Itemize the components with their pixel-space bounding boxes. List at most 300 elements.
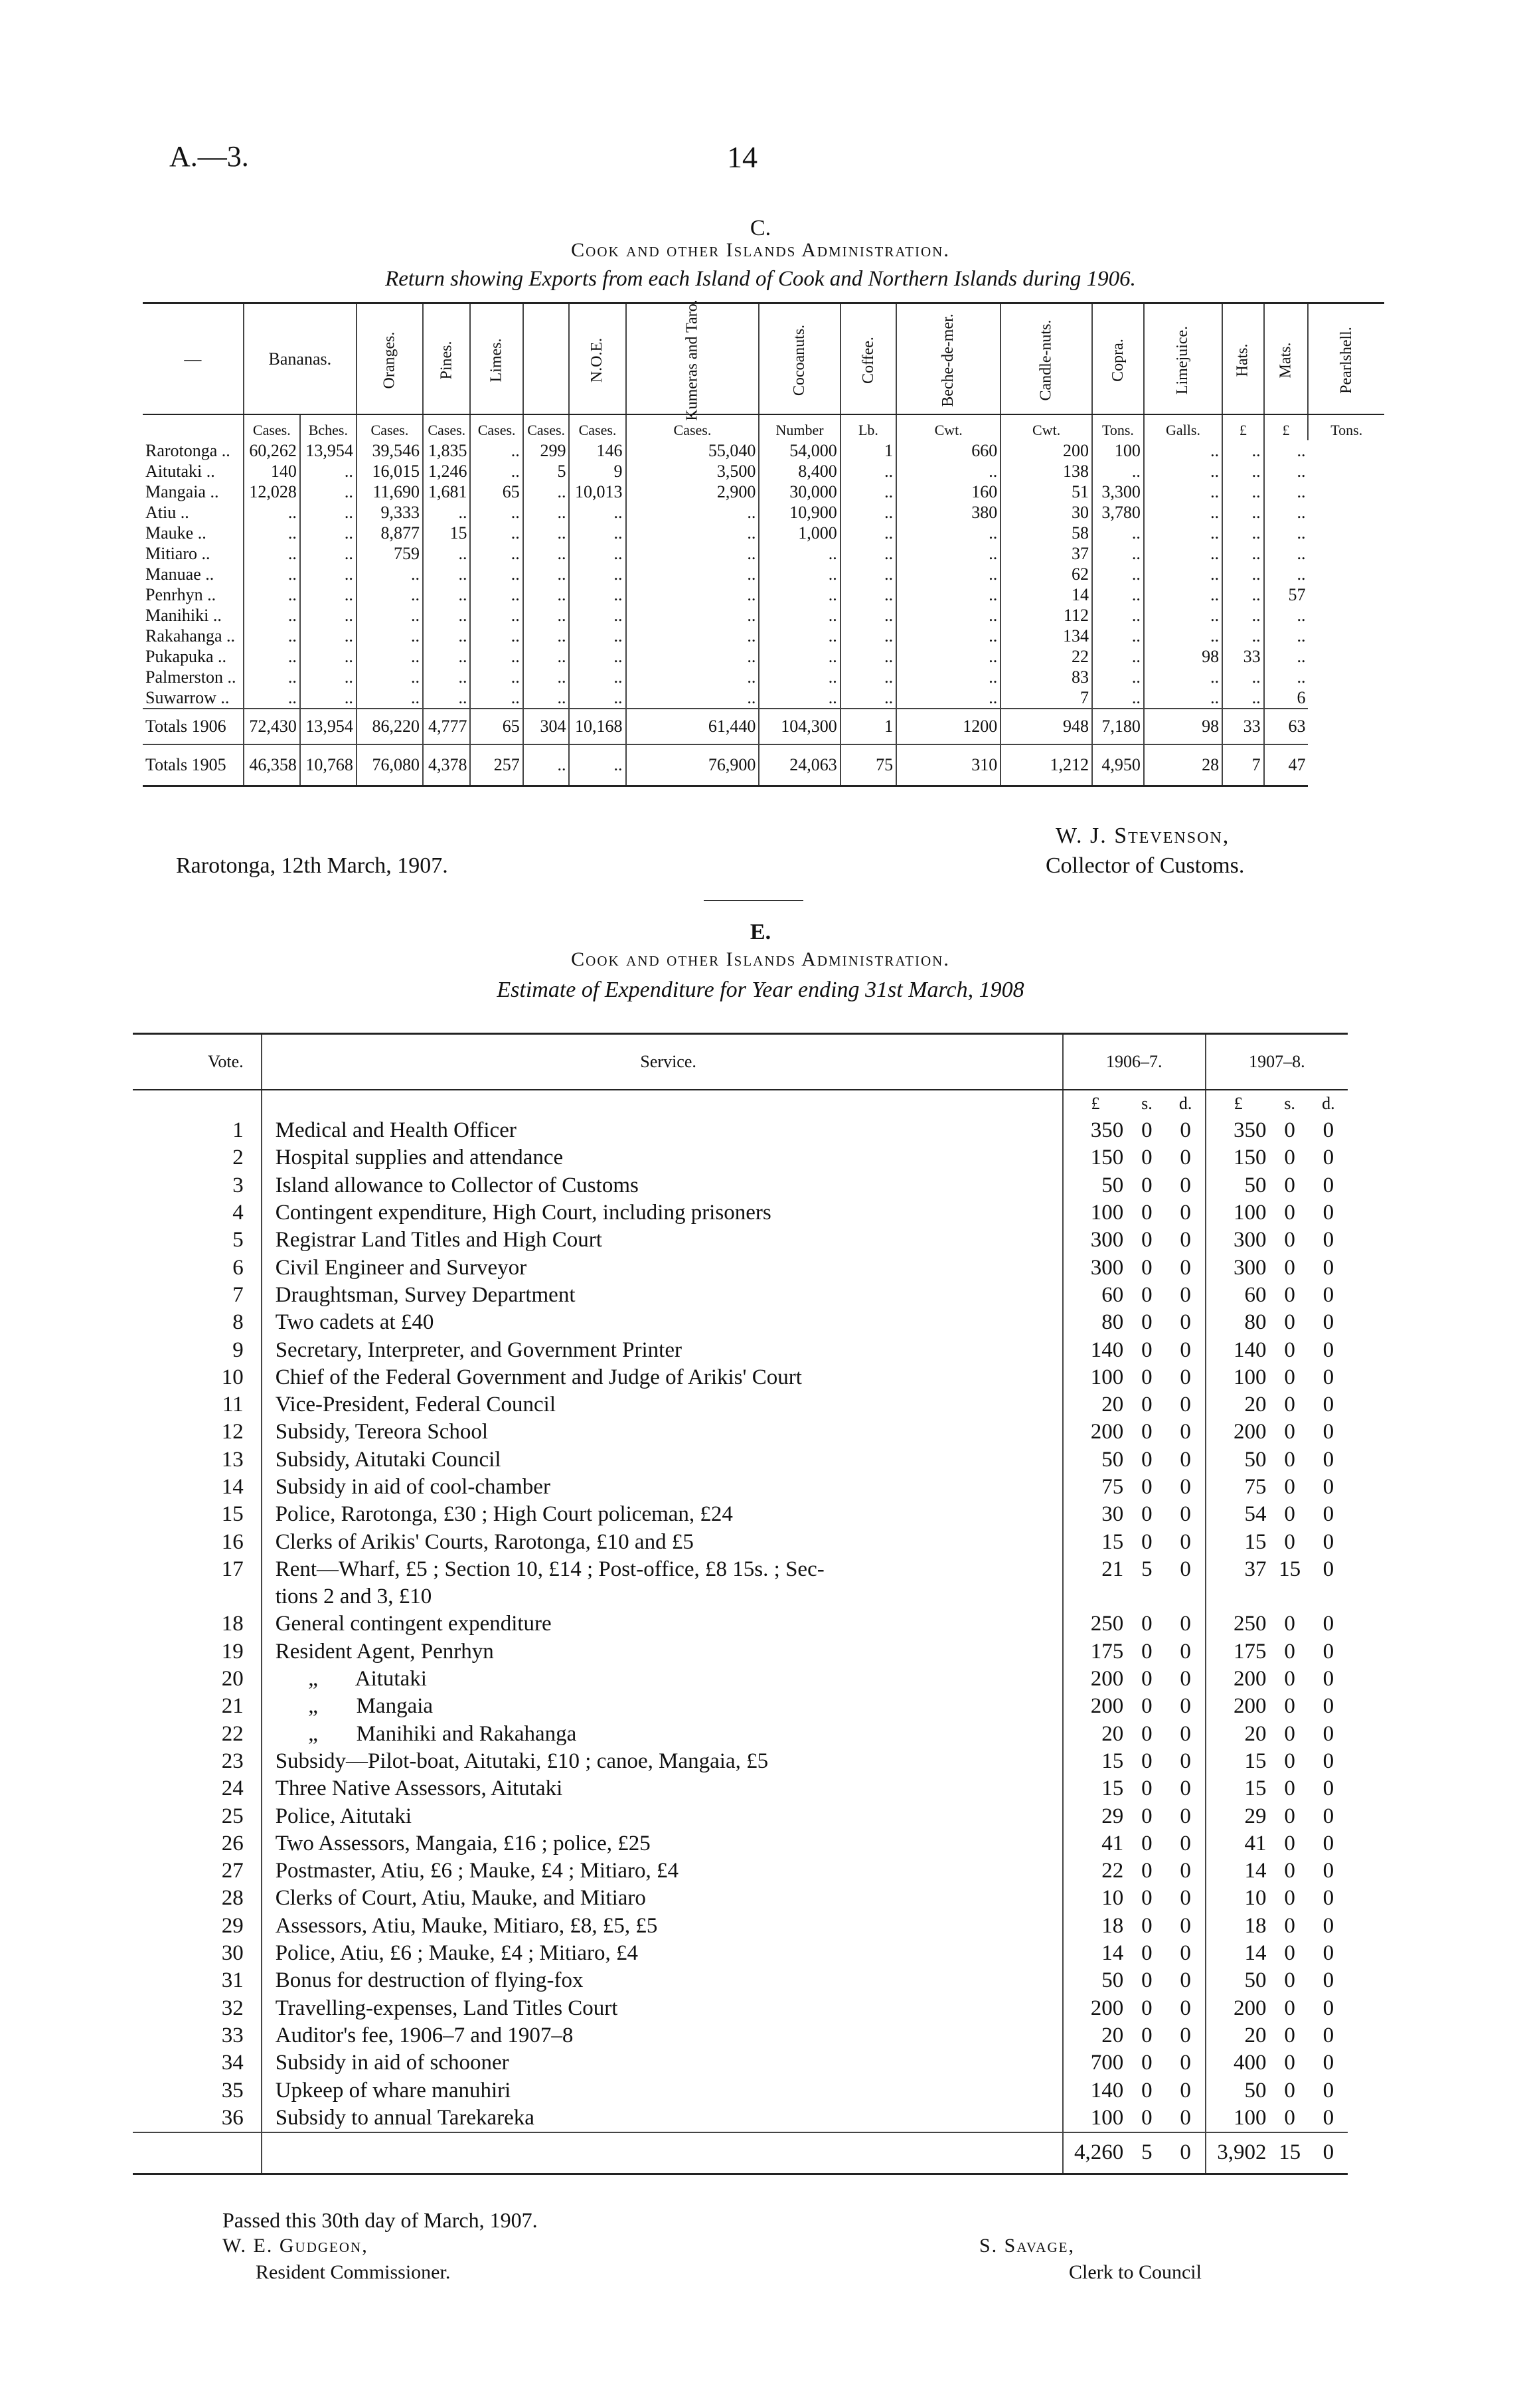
exports-row xyxy=(143,564,1384,584)
total-amount: 0 xyxy=(1309,2132,1348,2174)
export-value: 60,262 xyxy=(244,440,300,461)
amount-cell: 50 xyxy=(1244,1447,1267,1472)
amount-cell: 0 xyxy=(1166,1474,1206,1501)
amount-cell: 0 xyxy=(1322,1201,1334,1225)
amount-cell: 0 xyxy=(1284,1968,1295,1993)
year-1907-header: 1907–8. xyxy=(1206,1034,1348,1090)
service-description xyxy=(262,1282,1063,1309)
service-text: tions 2 and 3, £10 xyxy=(275,1585,432,1609)
service-description xyxy=(262,1254,1063,1281)
export-value: 140 xyxy=(244,461,300,481)
amount-cell: 0 xyxy=(1284,1502,1295,1527)
exports-col-header xyxy=(1144,303,1222,415)
export-value: 8,400 xyxy=(759,461,840,481)
export-value: .. xyxy=(1092,687,1144,709)
amount-cell: 0 xyxy=(1284,1804,1295,1828)
export-value: 138 xyxy=(1001,461,1092,481)
service-description xyxy=(262,1199,1063,1227)
amount-cell: 0 xyxy=(1166,1802,1206,1830)
blank-cell xyxy=(262,2132,1063,2174)
totals-value: 28 xyxy=(1144,744,1222,786)
service-description xyxy=(262,1172,1063,1199)
export-value: 37 xyxy=(1001,543,1092,564)
exports-col-header xyxy=(423,303,470,415)
exports-col-header xyxy=(626,299,760,421)
amount-cell: 50 xyxy=(1244,2078,1267,2103)
amount-cell: 0 xyxy=(1284,1201,1295,1225)
export-value: .. xyxy=(1264,605,1309,626)
totals-value: 4,378 xyxy=(423,744,470,786)
amount-cell: 0 xyxy=(1166,1309,1206,1336)
service-text: Clerks of Arikis' Courts, Rarotonga, £10 and £5 xyxy=(275,1529,694,1554)
totals-value: 104,300 xyxy=(759,709,840,744)
service-description xyxy=(262,1227,1063,1254)
amount-cell: 0 xyxy=(1284,1173,1295,1197)
vote-number: 13 xyxy=(133,1446,262,1474)
amount-cell: 0 xyxy=(1322,1282,1334,1307)
service-description xyxy=(262,1638,1063,1666)
amount-cell: 0 xyxy=(1166,1857,1206,1885)
service-text: Subsidy in aid of schooner xyxy=(275,2051,509,2075)
amount-cell: 0 xyxy=(1322,1502,1334,1527)
service-text: Registrar Land Titles and High Court xyxy=(275,1228,602,1252)
island-name: Atiu .. xyxy=(145,502,189,522)
amount-cell xyxy=(1166,1583,1206,1610)
totals-row xyxy=(143,709,1384,744)
amount-cell: 0 xyxy=(1166,2077,1206,2104)
export-value: 9,333 xyxy=(357,502,423,523)
amount-cell: 0 xyxy=(1166,1446,1206,1474)
service-description xyxy=(262,1721,1063,1748)
amount-cell: 0 xyxy=(1322,1886,1334,1911)
exports-col-header xyxy=(1264,303,1309,415)
export-value: .. xyxy=(523,687,570,709)
export-value: .. xyxy=(1264,646,1309,667)
totals-value: 13,954 xyxy=(300,709,357,744)
col-label: Limejuice. xyxy=(1174,325,1192,394)
col-label: Hats. xyxy=(1234,343,1251,377)
exports-table xyxy=(143,299,1384,787)
amount-cell: 0 xyxy=(1284,1118,1295,1143)
export-value: .. xyxy=(1144,461,1222,481)
export-value: .. xyxy=(626,626,760,646)
exports-col-header xyxy=(569,303,625,415)
amount-cell: 0 xyxy=(1166,1117,1206,1144)
amount-cell: 15 xyxy=(1279,1557,1301,1581)
export-value: 1,681 xyxy=(423,481,470,502)
amount-cell: 0 xyxy=(1141,2078,1153,2103)
amount-cell xyxy=(1127,1583,1166,1610)
expenditure-row xyxy=(133,1967,1348,1994)
amount-cell: 0 xyxy=(1166,1885,1206,1912)
vote-number: 24 xyxy=(133,1775,262,1802)
expenditure-row xyxy=(133,1610,1348,1638)
vote-number: 18 xyxy=(133,1610,262,1638)
export-value: 30,000 xyxy=(759,481,840,502)
export-value: .. xyxy=(523,523,570,543)
export-value: 54,000 xyxy=(759,440,840,461)
export-value: .. xyxy=(423,626,470,646)
amount-cell: 0 xyxy=(1322,1694,1334,1719)
export-value: .. xyxy=(244,523,300,543)
unit-cell: £ xyxy=(1264,414,1309,440)
total-amount: 0 xyxy=(1166,2132,1206,2174)
expenditure-row xyxy=(133,1995,1348,2022)
export-value: 12,028 xyxy=(244,481,300,502)
export-value: .. xyxy=(759,543,840,564)
export-value: 160 xyxy=(896,481,1001,502)
amount-cell: 0 xyxy=(1322,1173,1334,1197)
export-value: .. xyxy=(470,440,522,461)
col-label: Limes. xyxy=(487,338,505,382)
amount-cell: 100 xyxy=(1090,2105,1124,2130)
section-c-subtitle: Return showing Exports from each Island of Cook and Northern Islands during 1906. xyxy=(385,267,1136,291)
expenditure-row xyxy=(133,1199,1348,1227)
amount-cell: 14 xyxy=(1244,1941,1267,1966)
clerk-name: S. Savage, xyxy=(979,2235,1075,2257)
service-description xyxy=(262,2105,1063,2132)
amount-cell: 15 xyxy=(1101,1776,1124,1801)
amount-cell: 18 xyxy=(1244,1913,1267,1938)
export-value: .. xyxy=(357,687,423,709)
export-value: .. xyxy=(300,584,357,605)
amount-cell: 54 xyxy=(1244,1502,1267,1527)
export-value: 55,040 xyxy=(626,440,760,461)
section-c-title: Cook and other Islands Administration. xyxy=(571,239,950,261)
export-value: .. xyxy=(300,523,357,543)
vote-number: 36 xyxy=(133,2105,262,2132)
export-value: .. xyxy=(759,605,840,626)
export-value: .. xyxy=(523,584,570,605)
service-description xyxy=(262,1583,1063,1610)
amount-cell: 80 xyxy=(1101,1310,1124,1335)
amount-cell: 0 xyxy=(1322,2023,1334,2047)
amount-cell: 0 xyxy=(1141,2023,1153,2047)
service-text: Postmaster, Atiu, £6 ; Mauke, £4 ; Mitiaro, £4 xyxy=(275,1859,679,1883)
expenditure-row xyxy=(133,2022,1348,2049)
expenditure-row xyxy=(133,1940,1348,1967)
amount-cell: 15 xyxy=(1244,1776,1267,1801)
service-description xyxy=(262,2049,1063,2077)
service-text: Travelling-expenses, Land Titles Court xyxy=(275,1996,618,2020)
section-e-letter: E. xyxy=(750,920,771,944)
amount-cell: 0 xyxy=(1166,2049,1206,2077)
export-value: .. xyxy=(300,667,357,687)
service-description xyxy=(262,1144,1063,1171)
export-value: .. xyxy=(470,646,522,667)
export-value: .. xyxy=(470,543,522,564)
export-value: .. xyxy=(841,543,896,564)
amount-cell: 0 xyxy=(1322,1639,1334,1664)
export-value: .. xyxy=(569,502,625,523)
service-text: Police, Atiu, £6 ; Mauke, £4 ; Mitiaro, £4 xyxy=(275,1941,638,1966)
amount-cell: 200 xyxy=(1234,1667,1267,1691)
section-e-subtitle: Estimate of Expenditure for Year ending 31st March, 1908 xyxy=(497,978,1024,1002)
totals-value: 98 xyxy=(1144,709,1222,744)
amount-cell: 0 xyxy=(1166,1995,1206,2022)
export-value: .. xyxy=(569,584,625,605)
totals-value: 10,768 xyxy=(300,744,357,786)
export-value: .. xyxy=(244,584,300,605)
totals-value: 4,950 xyxy=(1092,744,1144,786)
amount-cell: 0 xyxy=(1141,1447,1153,1472)
amount-cell: 10 xyxy=(1244,1886,1267,1911)
amount-cell xyxy=(1206,1583,1271,1610)
export-value: 200 xyxy=(1001,440,1092,461)
totals-value: 1,212 xyxy=(1001,744,1092,786)
export-value: .. xyxy=(300,605,357,626)
expenditure-row xyxy=(133,1556,1348,1583)
export-value: 9 xyxy=(569,461,625,481)
amount-cell: 0 xyxy=(1284,2051,1295,2075)
col-label: N.O.E. xyxy=(588,337,606,383)
exports-col-header xyxy=(896,303,1001,415)
expenditure-row xyxy=(133,1144,1348,1171)
expenditure-total-row xyxy=(133,2132,1348,2174)
page-reference: A.—3. xyxy=(169,140,249,173)
export-value: .. xyxy=(1222,461,1264,481)
export-value: .. xyxy=(470,564,522,584)
amount-cell: 0 xyxy=(1141,1118,1153,1143)
amount-cell: 0 xyxy=(1322,1913,1334,1938)
export-value: .. xyxy=(1222,543,1264,564)
amount-cell: 300 xyxy=(1090,1228,1124,1252)
vote-number: 19 xyxy=(133,1638,262,1666)
export-value: 2,900 xyxy=(626,481,760,502)
amount-cell: 0 xyxy=(1322,1776,1334,1801)
service-description xyxy=(262,1610,1063,1638)
vote-number: 1 xyxy=(133,1117,262,1144)
amount-cell: 0 xyxy=(1322,1365,1334,1389)
service-description xyxy=(262,1474,1063,1501)
export-value: .. xyxy=(1144,687,1222,709)
export-value: 62 xyxy=(1001,564,1092,584)
export-value: .. xyxy=(300,481,357,502)
amount-cell: 0 xyxy=(1284,1913,1295,1938)
totals-value: 1 xyxy=(841,709,896,744)
amount-cell: 0 xyxy=(1166,2105,1206,2132)
service-text: Chief of the Federal Government and Judge of Arikis' Court xyxy=(275,1365,802,1389)
amount-cell: 100 xyxy=(1234,1365,1267,1389)
totals-value: 75 xyxy=(841,744,896,786)
lsd-label: s. xyxy=(1141,1094,1153,1113)
amount-cell: 0 xyxy=(1284,1996,1295,2020)
amount-cell: 29 xyxy=(1244,1804,1267,1828)
amount-cell: 0 xyxy=(1284,1255,1295,1280)
expenditure-row xyxy=(133,1419,1348,1446)
export-value: .. xyxy=(523,626,570,646)
export-value: .. xyxy=(1222,584,1264,605)
export-value: .. xyxy=(569,646,625,667)
export-value: .. xyxy=(626,543,760,564)
exports-col-header xyxy=(1092,303,1144,415)
service-text: Clerks of Court, Atiu, Mauke, and Mitiaro xyxy=(275,1886,646,1911)
service-description xyxy=(262,1446,1063,1474)
island-name: Mitiaro .. xyxy=(145,543,210,563)
export-value: .. xyxy=(300,502,357,523)
amount-cell: 0 xyxy=(1141,1941,1153,1966)
export-value: 1 xyxy=(841,440,896,461)
expenditure-row xyxy=(133,1638,1348,1666)
amount-cell: 0 xyxy=(1141,1859,1153,1883)
amount-cell: 15 xyxy=(1244,1529,1267,1554)
section-c-letter: C. xyxy=(750,216,771,240)
export-value: 39,546 xyxy=(357,440,423,461)
export-value: .. xyxy=(1092,543,1144,564)
export-value: .. xyxy=(841,626,896,646)
export-value: .. xyxy=(1264,543,1309,564)
collector-title: Collector of Customs. xyxy=(1046,853,1245,878)
totals-value: 257 xyxy=(470,744,522,786)
amount-cell: 0 xyxy=(1322,1721,1334,1746)
export-value: 1,835 xyxy=(423,440,470,461)
vote-number: 34 xyxy=(133,2049,262,2077)
amount-cell: 0 xyxy=(1284,1228,1295,1252)
export-value: .. xyxy=(523,502,570,523)
amount-cell: 0 xyxy=(1284,1694,1295,1719)
vote-number: 8 xyxy=(133,1309,262,1336)
amount-cell: 20 xyxy=(1244,1721,1267,1746)
export-value: .. xyxy=(470,687,522,709)
amount-cell: 60 xyxy=(1101,1282,1124,1307)
totals-value: 10,168 xyxy=(569,709,625,744)
vote-number: 6 xyxy=(133,1254,262,1281)
amount-cell: 350 xyxy=(1090,1118,1124,1143)
export-value: .. xyxy=(1222,502,1264,523)
amount-cell: 20 xyxy=(1101,1393,1124,1417)
export-value: .. xyxy=(470,584,522,605)
unit-cell: Cases. xyxy=(470,414,522,440)
island-name: Mangaia .. xyxy=(145,481,219,501)
vote-number: 11 xyxy=(133,1391,262,1419)
amount-cell: 50 xyxy=(1101,1968,1124,1993)
vote-number: 21 xyxy=(133,1693,262,1720)
export-value: 57 xyxy=(1264,584,1309,605)
amount-cell: 0 xyxy=(1141,1886,1153,1911)
amount-cell: 80 xyxy=(1244,1310,1267,1335)
island-name: Aitutaki .. xyxy=(145,461,215,481)
expenditure-row xyxy=(133,1227,1348,1254)
unit-cell: Tons. xyxy=(1308,414,1384,440)
service-text: Rent—Wharf, £5 ; Section 10, £14 ; Post-office, £8 15s. ; Sec- xyxy=(275,1557,825,1581)
amount-cell: 0 xyxy=(1284,1282,1295,1307)
vote-number: 33 xyxy=(133,2022,262,2049)
service-text: „ Manihiki and Rakahanga xyxy=(275,1721,577,1746)
amount-cell: 0 xyxy=(1166,1419,1206,1446)
expenditure-row xyxy=(133,2049,1348,2077)
vote-number: 30 xyxy=(133,1940,262,1967)
export-value: 146 xyxy=(569,440,625,461)
exports-row xyxy=(143,646,1384,667)
exports-row xyxy=(143,605,1384,626)
service-header: Service. xyxy=(262,1034,1063,1090)
totals-value: 1200 xyxy=(896,709,1001,744)
export-value: .. xyxy=(1222,687,1264,709)
amount-cell: 0 xyxy=(1284,2105,1295,2130)
col-label: Candle-nuts. xyxy=(1037,319,1055,400)
amount-cell: 200 xyxy=(1090,1420,1124,1444)
exports-col-header xyxy=(1308,303,1384,415)
expenditure-row xyxy=(133,1885,1348,1912)
amount-cell: 15 xyxy=(1101,1529,1124,1554)
export-value: .. xyxy=(1264,502,1309,523)
service-text: Medical and Health Officer xyxy=(275,1118,517,1143)
export-value: .. xyxy=(523,605,570,626)
amount-cell: 10 xyxy=(1101,1886,1124,1911)
export-value: .. xyxy=(1092,605,1144,626)
exports-row xyxy=(143,543,1384,564)
amount-cell: 0 xyxy=(1284,1310,1295,1335)
exports-row xyxy=(143,667,1384,687)
export-value: .. xyxy=(244,502,300,523)
unit-cell: Tons. xyxy=(1092,414,1144,440)
export-value: 22 xyxy=(1001,646,1092,667)
amount-cell: 300 xyxy=(1090,1255,1124,1280)
amount-cell: 0 xyxy=(1141,1639,1153,1664)
export-value: .. xyxy=(357,626,423,646)
export-value: 65 xyxy=(470,481,522,502)
island-name: Manihiki .. xyxy=(145,605,222,625)
vote-number: 4 xyxy=(133,1199,262,1227)
amount-cell: 0 xyxy=(1166,1913,1206,1940)
amount-cell: 0 xyxy=(1322,1831,1334,1855)
vote-number: 29 xyxy=(133,1913,262,1940)
amount-cell: 37 xyxy=(1244,1557,1267,1581)
vote-number: 22 xyxy=(133,1721,262,1748)
amount-cell: 50 xyxy=(1244,1173,1267,1197)
export-value: .. xyxy=(300,461,357,481)
vote-header: Vote. xyxy=(133,1034,262,1090)
amount-cell: 100 xyxy=(1234,2105,1267,2130)
amount-cell: 0 xyxy=(1166,1172,1206,1199)
island-name: Rakahanga .. xyxy=(145,626,236,645)
amount-cell: 0 xyxy=(1322,2078,1334,2103)
export-value: .. xyxy=(569,667,625,687)
amount-cell: 0 xyxy=(1284,1859,1295,1883)
export-value: .. xyxy=(569,687,625,709)
unit-cell: Cwt. xyxy=(1001,414,1092,440)
expenditure-table xyxy=(133,1033,1348,2175)
amount-cell: 0 xyxy=(1322,1337,1334,1362)
export-value: 33 xyxy=(1222,646,1264,667)
service-description xyxy=(262,1913,1063,1940)
amount-cell: 0 xyxy=(1166,1693,1206,1720)
export-value: .. xyxy=(470,605,522,626)
expenditure-row xyxy=(133,1913,1348,1940)
service-description xyxy=(262,1666,1063,1693)
amount-cell: 0 xyxy=(1141,1173,1153,1197)
total-amount: 4,260 xyxy=(1063,2132,1128,2174)
service-description xyxy=(262,1995,1063,2022)
amount-cell: 0 xyxy=(1284,1447,1295,1472)
col-label: Cocoanuts. xyxy=(791,324,809,396)
export-value: .. xyxy=(1264,481,1309,502)
vote-number xyxy=(133,1583,262,1610)
export-value: .. xyxy=(423,564,470,584)
amount-cell: 250 xyxy=(1090,1612,1124,1636)
place-date: Rarotonga, 12th March, 1907. xyxy=(176,853,448,878)
totals-value: .. xyxy=(523,744,570,786)
export-value: 30 xyxy=(1001,502,1092,523)
lsd-label: £ xyxy=(1091,1094,1100,1113)
unit-cell: Bches. xyxy=(300,414,357,440)
amount-cell: 0 xyxy=(1166,1940,1206,1967)
export-value: 83 xyxy=(1001,667,1092,687)
amount-cell: 41 xyxy=(1101,1831,1124,1855)
exports-row xyxy=(143,584,1384,605)
totals-value: 63 xyxy=(1264,709,1309,744)
amount-cell: 200 xyxy=(1234,1420,1267,1444)
